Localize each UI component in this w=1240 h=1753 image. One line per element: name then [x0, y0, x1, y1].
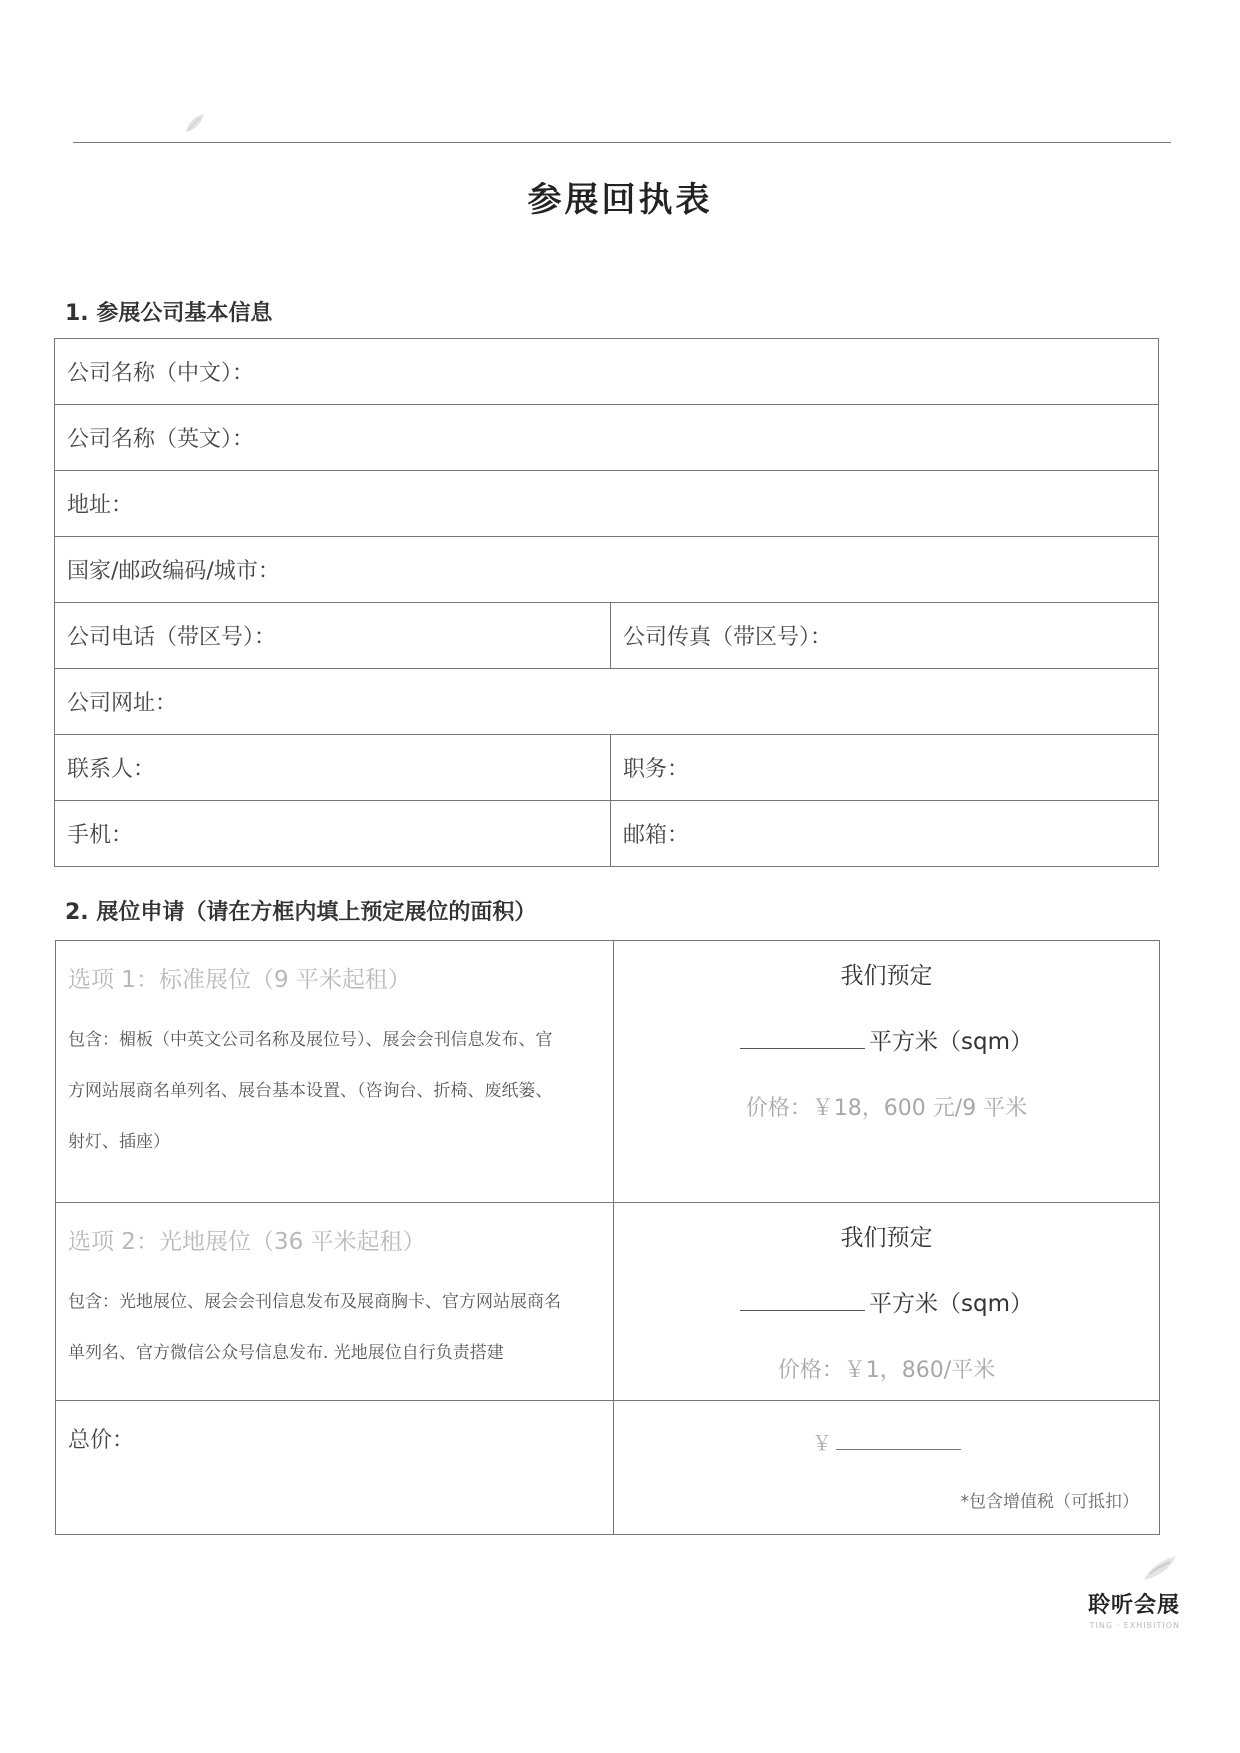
option-1-title: 选项 1：标准展位（9 平米起租） [68, 967, 411, 993]
table-row [55, 339, 1159, 405]
option-2-desc-line: 单列名、官方微信公众号信息发布. 光地展位自行负责搭建 [68, 1343, 504, 1363]
yen-symbol: ￥ [812, 1431, 832, 1455]
leaf-icon [180, 108, 210, 138]
brand-logo [1040, 1550, 1180, 1630]
table-row [55, 405, 1159, 471]
table-row [55, 471, 1159, 537]
total-label: 总价： [68, 1428, 135, 1453]
option-2-description [56, 1203, 614, 1401]
option-1-area-input[interactable] [740, 1026, 865, 1049]
table-row [55, 735, 1159, 801]
option-1-area-row [626, 1026, 1147, 1091]
total-label-cell [56, 1401, 614, 1535]
option-2-area-row [626, 1288, 1147, 1353]
fax-field[interactable]: 公司传真（带区号）： [611, 603, 1159, 669]
total-amount-input[interactable] [836, 1431, 961, 1450]
table-row [56, 941, 1160, 1203]
page-title: 参展回执表 [527, 180, 713, 220]
logo-leaf-icon [1140, 1550, 1180, 1584]
table-row [55, 801, 1159, 867]
phone-field[interactable]: 公司电话（带区号）： [55, 603, 611, 669]
position-field[interactable]: 职务： [611, 735, 1159, 801]
table-row [55, 603, 1159, 669]
section-1-heading: 1. 参展公司基本信息 [65, 301, 273, 326]
table-row [56, 1203, 1160, 1401]
option-1-unit: 平方米（sqm） [869, 1029, 1033, 1055]
option-2-reserve-label: 我们预定 [840, 1225, 933, 1251]
table-row [55, 669, 1159, 735]
option-1-desc-line: 方网站展商名单列名、展台基本设置、（咨询台、折椅、废纸篓、 [68, 1081, 553, 1101]
booth-application-table [55, 940, 1160, 1535]
option-2-price: 价格：￥1，860/平米 [777, 1358, 996, 1383]
country-zip-city-field[interactable]: 国家/邮政编码/城市： [55, 537, 1159, 603]
vat-note: *包含增值税（可抵扣） [960, 1492, 1139, 1512]
company-name-cn-field[interactable]: 公司名称（中文）： [55, 339, 1159, 405]
email-field[interactable]: 邮箱： [611, 801, 1159, 867]
company-name-en-field[interactable]: 公司名称（英文）： [55, 405, 1159, 471]
contact-field[interactable]: 联系人： [55, 735, 611, 801]
option-2-title: 选项 2：光地展位（36 平米起租） [68, 1229, 426, 1255]
website-field[interactable]: 公司网址： [55, 669, 1159, 735]
option-2-reservation [614, 1203, 1160, 1401]
option-2-area-input[interactable] [740, 1288, 865, 1311]
company-info-table [54, 338, 1159, 867]
table-row [56, 1401, 1160, 1535]
address-field[interactable]: 地址： [55, 471, 1159, 537]
option-2-desc-line: 包含：光地展位、展会会刊信息发布及展商胸卡、官方网站展商名 [68, 1292, 561, 1312]
option-1-price: 价格：￥18，600 元/9 平米 [745, 1096, 1028, 1121]
option-2-unit: 平方米（sqm） [869, 1291, 1033, 1317]
logo-subtext: TING · EXHIBITION [1089, 1621, 1180, 1630]
table-row [55, 537, 1159, 603]
option-1-description [56, 941, 614, 1203]
option-1-reserve-label: 我们预定 [840, 963, 933, 989]
option-1-desc-line: 射灯、插座） [68, 1132, 170, 1152]
total-amount-row [626, 1427, 1147, 1456]
mobile-field[interactable]: 手机： [55, 801, 611, 867]
section-2-heading: 2. 展位申请（请在方框内填上预定展位的面积） [65, 900, 537, 925]
option-1-desc-line: 包含：楣板（中英文公司名称及展位号）、展会会刊信息发布、官 [68, 1030, 553, 1050]
logo-text: 聆听会展 [1087, 1593, 1180, 1618]
option-1-reservation [614, 941, 1160, 1203]
header-rule [73, 142, 1171, 143]
total-value-cell [614, 1401, 1160, 1535]
